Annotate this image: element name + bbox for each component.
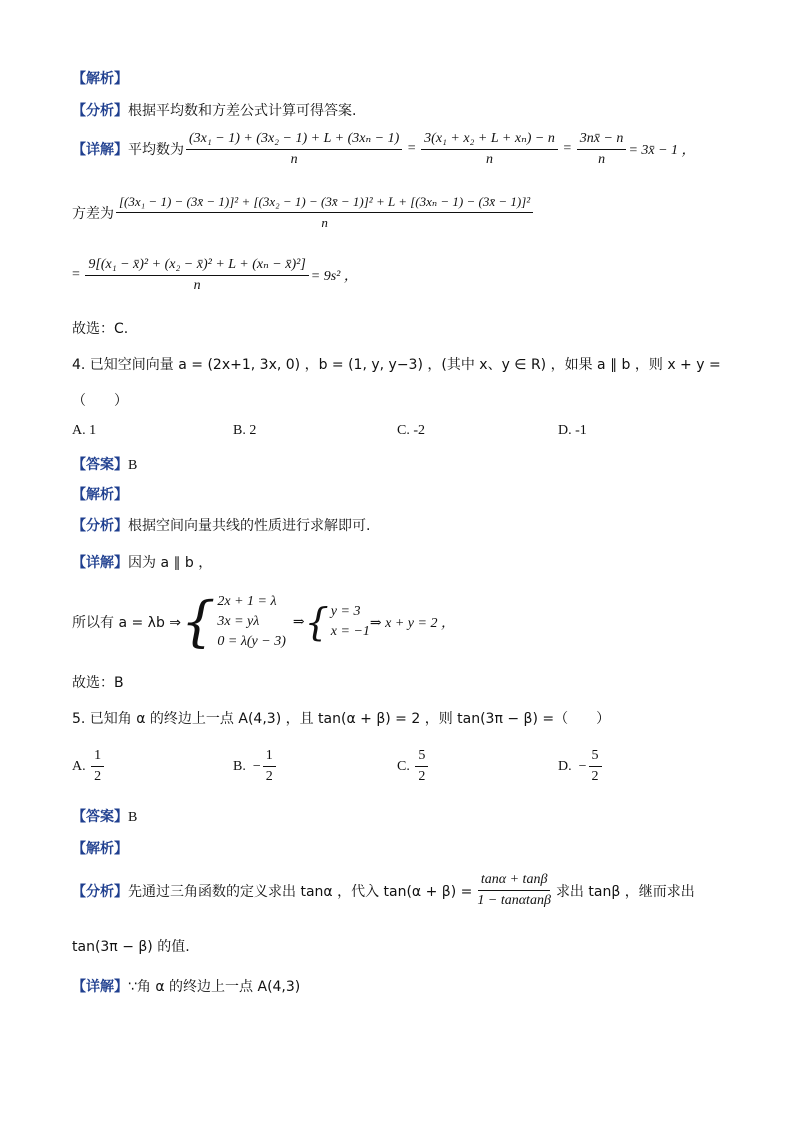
q4-detail-2-tail: ⇒ x + y = 2 ， bbox=[369, 616, 455, 631]
q5-analysis-fraction: $\frac{\tan\alpha + \tan\beta}{1 - \tan\alpha\tan\beta}$ bbox=[477, 872, 551, 908]
q5-answer: 【答案】B bbox=[72, 809, 138, 825]
q3-var-tail: = 9s² ， bbox=[310, 269, 358, 284]
q4-answer-value: B bbox=[128, 458, 138, 473]
q5-analysis-c: tan(3π − β) 的值. bbox=[72, 939, 190, 955]
q5-detail: 【详解】∵角 α 的终边上一点 A(4,3) bbox=[72, 979, 301, 995]
q3-variance-line bbox=[72, 194, 535, 231]
q5-analysis-b: 求出 tanβ ，继而求出 bbox=[555, 883, 695, 900]
q3-var-prefix: 方差为 bbox=[72, 205, 114, 222]
q3-mean-prefix: 平均数为 bbox=[128, 142, 184, 158]
q3-mean-tail: = 3x̄ − 1 ， bbox=[628, 143, 696, 158]
q4-paren: （ ） bbox=[72, 393, 128, 409]
q4-stem: 4. 已知空间向量 a = (2x+1, 3x, 0) ，b = (1, y, y−3) ，(其中 x、y ∈ R) ，如果 a ∥ b ，则 x + y = bbox=[72, 357, 721, 373]
q3-var-fraction-2: $\frac{\text{9[(x₁ − x̄)² + (x₂ − x̄)² + L + (xₙ − x̄)²]}}{n}$ bbox=[85, 256, 308, 294]
q3-mean-line: 【详解】 平均数为 $\frac{\text{(3x₁ − 1) + (3x₂ − 1) + L + (3xₙ − 1)}}{n}$ = $\frac{\text{3(x₁ + x₂ + L + xₙ) − n}}{n}$ = $\frac{3nx̄ - n}{n}$ = 3x̄ − 1 ， bbox=[72, 130, 696, 167]
q5-detail-text: ∵角 α 的终边上一点 A(4,3) bbox=[128, 979, 301, 995]
analysis-tag: 【解析】 bbox=[72, 71, 128, 87]
detail-tag: 【详解】 bbox=[72, 142, 128, 158]
q4-option-b: B. 2 bbox=[233, 423, 257, 438]
q5-analysis: 【分析】 先通过三角函数的定义求出 tanα ，代入 tan(α + β) = $\frac{\tan\alpha + \tan\beta}{1 - \tan\alpha\tan\beta}$ 求出 tanβ ，继而求出 bbox=[72, 872, 695, 908]
q5-stem: 5. 已知角 α 的终边上一点 A(4,3) ，且 tan(α + β) = 2 ，则 tan(3π − β) =（ ） bbox=[72, 711, 611, 727]
q4-detail-1-text: 因为 a ∥ b ， bbox=[128, 555, 213, 571]
q4-system-1: { 2x + 1 = λ 3x = yλ 0 = λ(y − 3) bbox=[181, 590, 286, 653]
q5-option-d: D. − $\frac{5}{2}$ bbox=[558, 748, 604, 785]
q4-detail-2: 所以有 a = λb ⇒ { 2x + 1 = λ 3x = yλ 0 = λ(y − 3) ⇒ { y = 3 x = −1 ⇒ x + y = 2 ， bbox=[72, 590, 455, 653]
q3-variance-line-2: = $\frac{\text{9[(x₁ − x̄)² + (x₂ − x̄)² + L + (xₙ − x̄)²]}}{n}$ = 9s² ， bbox=[72, 257, 358, 293]
q3-analysis-text: 根据平均数和方差公式计算可得答案. bbox=[128, 103, 357, 119]
fenxi-tag: 【分析】 bbox=[72, 103, 128, 119]
q5-answer-value: B bbox=[128, 810, 138, 825]
q4-answer: 【答案】B bbox=[72, 457, 138, 473]
q5-option-b: B. − $\frac{1}{2}$ bbox=[233, 748, 278, 785]
q4-option-c: C. -2 bbox=[397, 423, 425, 438]
q4-system-2: { y = 3 x = −1 bbox=[304, 600, 370, 644]
q3-analysis bbox=[72, 100, 356, 120]
q4-choice: 故选：B bbox=[72, 675, 124, 691]
q4-detail-2-prefix: 所以有 a = λb ⇒ bbox=[72, 615, 182, 631]
q3-choice: 故选：C. bbox=[72, 321, 129, 337]
q4-analysis-tag: 【解析】 bbox=[72, 487, 128, 503]
q3-mean-fraction-2: $\frac{\text{3(x₁ + x₂ + L + xₙ) − n}}{n}$ bbox=[421, 130, 558, 168]
q3-var-fraction: [(3x₁ − 1) − (3x̄ − 1)]² + [(3x₂ − 1) − (3x̄ − 1)]² + L + [(3xₙ − 1) − (3x̄ − 1)]² n bbox=[116, 194, 533, 231]
q5-option-c: C. $\frac{5}{2}$ bbox=[397, 748, 430, 785]
q3-mean-fraction-1: $\frac{\text{(3x₁ − 1) + (3x₂ − 1) + L + (3xₙ − 1)}}{n}$ bbox=[186, 130, 402, 168]
q5-analysis-tag: 【解析】 bbox=[72, 841, 128, 857]
q4-option-d: D. -1 bbox=[558, 423, 587, 438]
q5-analysis-a: 先通过三角函数的定义求出 tanα ，代入 tan(α + β) = bbox=[128, 883, 473, 900]
q4-option-a: A. 1 bbox=[72, 423, 97, 438]
q4-analysis: 【分析】根据空间向量共线的性质进行求解即可. bbox=[72, 518, 371, 534]
q4-analysis-text: 根据空间向量共线的性质进行求解即可. bbox=[128, 518, 371, 534]
q5-option-a: A. $\frac{1}{2}$ bbox=[72, 748, 106, 785]
q4-detail-1: 【详解】因为 a ∥ b ， bbox=[72, 555, 213, 571]
q3-mean-fraction-3: $\frac{3nx̄ - n}{n}$ bbox=[577, 131, 627, 168]
